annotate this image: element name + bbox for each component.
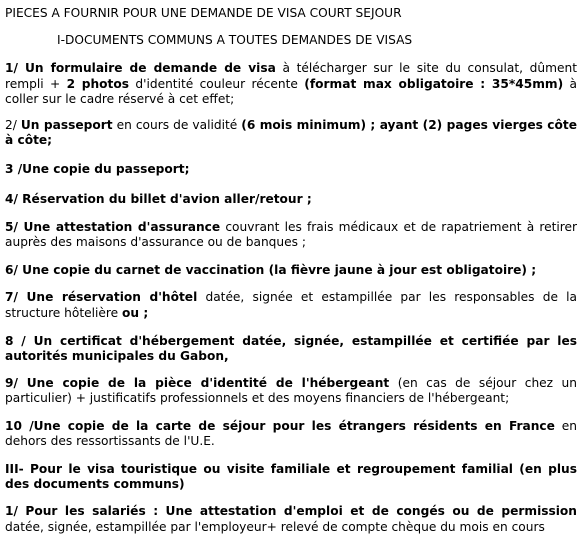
body-text: en dehors des ressortissants de l'U.E.	[5, 418, 577, 448]
body-text: 2/	[5, 118, 21, 133]
body-text: datée, signée, estampillée par l'employeur+ relevé de compte chèque du mois en cours	[5, 519, 545, 534]
requirement-item	[5, 61, 577, 107]
bold-text: 9/ Une copie de la pièce d'identité de l'hébergeant	[5, 376, 390, 391]
body-text: à télécharger sur le site du consulat, dûment rempli +	[5, 61, 577, 91]
bold-text: (format max obligatoire : 35*45mm)	[304, 76, 564, 91]
requirement-item	[5, 118, 577, 148]
document-title: PIECES A FOURNIR POUR UNE DEMANDE DE VISA COURT SEJOUR	[5, 6, 402, 20]
body-text: à coller sur le cadre réservé à cet effet;	[5, 76, 578, 106]
body-text: datée, signée et estampillée par les responsables de la structure hôtelière	[5, 290, 577, 320]
requirement-item	[5, 220, 577, 250]
requirement-item	[5, 263, 577, 278]
section-heading-common-documents: I-DOCUMENTS COMMUNS A TOUTES DEMANDES DE VISAS	[57, 33, 413, 48]
bold-text: 7/ Une réservation d'hôtel	[5, 290, 198, 305]
body-text: en cours de validité	[112, 118, 242, 133]
bold-text: 4/ Réservation du billet d'avion aller/retour ;	[5, 191, 312, 206]
bold-text: 8 / Un certificat d'hébergement datée, signée, estampillée et certifiée par les autorités municipales du Gabon,	[5, 333, 577, 364]
bold-text: (6 mois minimum) ; ayant (2) pages vierges côte à côte;	[5, 118, 577, 148]
bold-text: 10 /Une copie de la carte de séjour pour les étrangers résidents en France	[5, 418, 555, 433]
bold-text: 6/ Une copie du carnet de vaccination (la fièvre jaune à jour est obligatoire) ;	[5, 263, 537, 278]
body-text: (en cas de séjour chez un particulier) + justificatifs professionnels et des moyens financiers de l'hébergeant;	[5, 376, 577, 406]
bold-text: III- Pour le visa touristique ou visite familiale et regroupement familial (en plus des documents communs)	[5, 462, 577, 492]
bold-text: 3 /Une copie du passeport;	[5, 162, 190, 177]
bold-text: Un passeport	[20, 118, 113, 133]
requirement-item	[5, 290, 577, 320]
bold-text: 5/ Une attestation d'assurance	[5, 219, 221, 234]
body-text: couvrant les frais médicaux et de rapatriement à retirer auprès des maisons d'assurance ou de banques ;	[5, 219, 578, 250]
requirement-item	[5, 162, 577, 177]
body-text: d'identité couleur récente	[129, 76, 305, 91]
bold-text: 1/ Pour les salariés : Une attestation d'emploi et de congés ou de permission	[5, 504, 577, 519]
requirement-item	[5, 192, 577, 207]
requirement-item	[5, 419, 577, 449]
requirements-list	[5, 61, 577, 534]
requirement-item	[5, 334, 577, 364]
bold-text: 1/ Un formulaire de demande de visa	[5, 61, 276, 76]
requirement-item	[5, 504, 577, 534]
bold-text: 2 photos	[66, 76, 129, 91]
bold-text: ou ;	[122, 305, 149, 320]
requirement-item	[5, 376, 577, 406]
requirement-item	[5, 462, 577, 492]
